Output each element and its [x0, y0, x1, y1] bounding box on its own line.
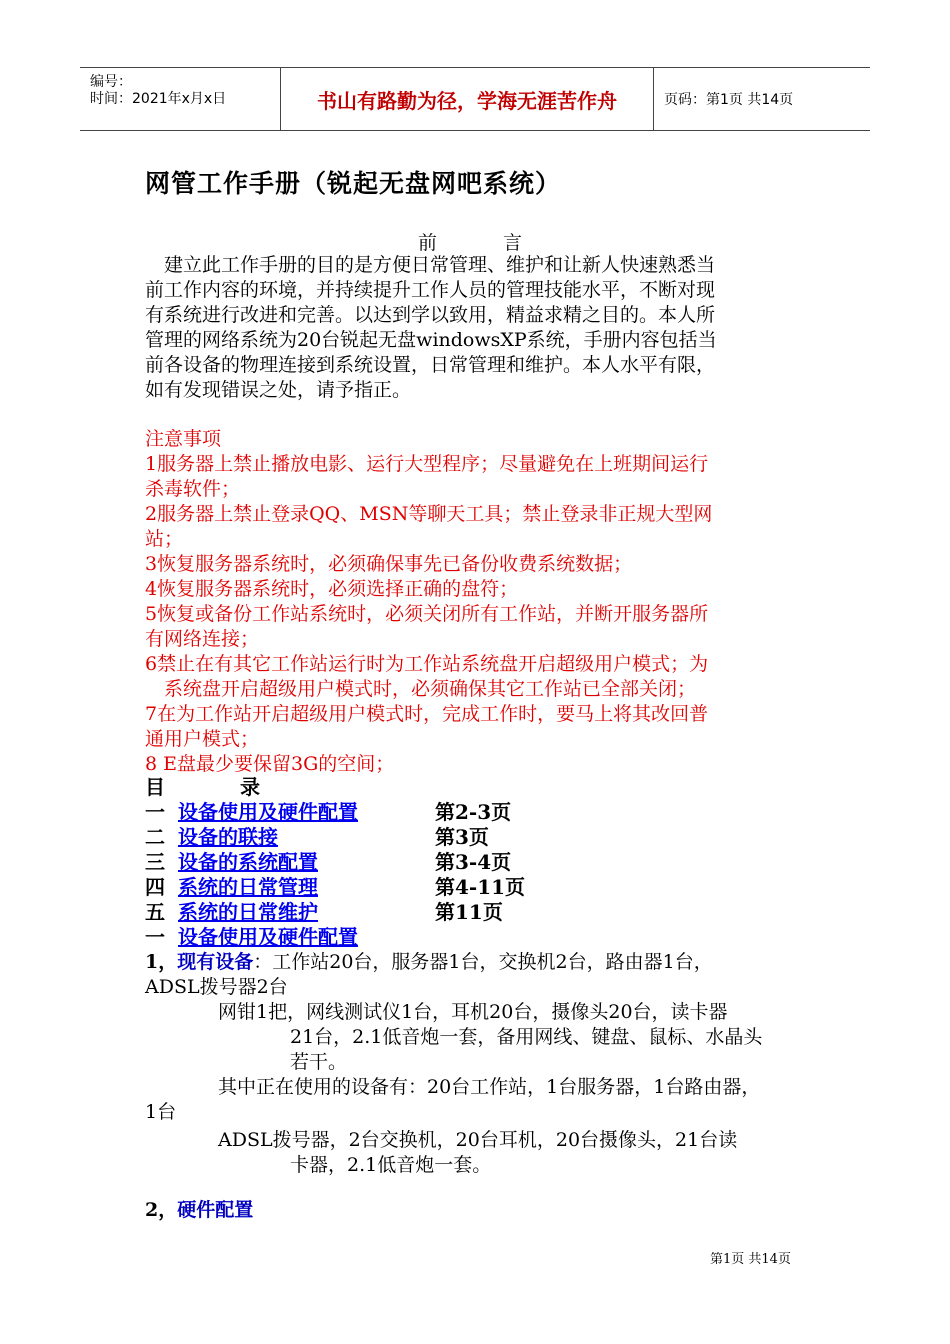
item-num: 2， [145, 1199, 178, 1221]
toc-link[interactable]: 设备使用及硬件配置 [178, 800, 358, 824]
toc-row [145, 800, 512, 825]
toc-page: 第3页 [435, 825, 489, 849]
item-label: 现有设备 [177, 951, 254, 973]
note-line: 通用户模式； [145, 728, 260, 750]
toc-num: 二 [145, 825, 165, 849]
toc-num: 五 [145, 900, 165, 924]
preface-body [145, 253, 815, 403]
note-line: 有网络连接； [145, 628, 260, 650]
toc-heading-a: 目 [145, 775, 165, 799]
inuse-line: ADSL拨号器，2台交换机，20台耳机，20台摄像头，21台读 [218, 1129, 738, 1151]
preface-line: 管理的网络系统为20台锐起无盘windowsXP系统，手册内容包括当 [145, 329, 717, 351]
equip-line: 21台，2.1低音炮一套，备用网线、键盘、鼠标、水晶头 [290, 1026, 763, 1048]
note-line: 7在为工作站开启超级用户模式时，完成工作时，要马上将其改回普 [145, 703, 709, 725]
toc-heading-b: 录 [240, 775, 260, 799]
toc-link[interactable]: 设备的联接 [178, 825, 278, 849]
note-line: 3恢复服务器系统时，必须确保事先已备份收费系统数据； [145, 553, 633, 575]
inuse-line: 其中正在使用的设备有：20台工作站，1台服务器，1台路由器， [218, 1076, 761, 1098]
toc-num: 四 [145, 875, 165, 899]
toc-heading [145, 775, 260, 800]
toc-page: 第4-11页 [435, 875, 526, 899]
toc-num: 一 [145, 800, 165, 824]
toc-page: 第11页 [435, 900, 503, 924]
inuse-line: 卡器，2.1低音炮一套。 [290, 1154, 492, 1176]
equip-line: 网钳1把，网线测试仪1台，耳机20台，摄像头20台，读卡器 [218, 1001, 728, 1023]
header-divider [653, 68, 654, 130]
note-line: 6禁止在有其它工作站运行时为工作站系统盘开启超级用户模式；为 [145, 653, 709, 675]
number-label: 编号： [90, 74, 132, 90]
notes-section [145, 427, 815, 777]
toc-link[interactable]: 设备的系统配置 [178, 850, 318, 874]
toc-num: 三 [145, 850, 165, 874]
toc-row [145, 875, 526, 900]
header-motto: 书山有路勤为径，学海无涯苦作舟 [317, 88, 617, 113]
toc-row [145, 825, 489, 850]
equipment-paragraph [145, 950, 815, 1000]
note-line: 站； [145, 528, 184, 550]
toc-page: 第2-3页 [435, 800, 512, 824]
toc-link[interactable]: 系统的日常管理 [178, 875, 318, 899]
document-title: 网管工作手册（锐起无盘网吧系统） [145, 169, 562, 198]
section-heading [145, 925, 358, 950]
preface-line: 前工作内容的环境，并持续提升工作人员的管理技能水平，不断对现 [145, 279, 716, 301]
inuse-line: 1台 [145, 1101, 177, 1123]
item-text: ：工作站20台，服务器1台，交换机2台，路由器1台， [253, 951, 713, 973]
preface-line: 建立此工作手册的目的是方便日常管理、维护和让新人快速熟悉当 [145, 254, 716, 276]
hardware-heading [145, 1198, 815, 1223]
header-page-info: 页码：第1页 共14页 [664, 92, 794, 108]
item-num: 1， [145, 951, 178, 973]
notes-heading: 注意事项 [145, 428, 222, 450]
preface-heading-b: 言 [503, 232, 523, 254]
note-line: 系统盘开启超级用户模式时，必须确保其它工作站已全部关闭； [145, 678, 697, 700]
page-header [80, 67, 870, 131]
preface-line: 如有发现错误之处，请予指正。 [145, 379, 412, 401]
note-line: 杀毒软件； [145, 478, 241, 500]
note-line: 5恢复或备份工作站系统时，必须关闭所有工作站，并断开服务器所 [145, 603, 709, 625]
section-heading-link[interactable]: 设备使用及硬件配置 [178, 925, 358, 949]
inuse-paragraph [145, 1075, 815, 1178]
note-line: 4恢复服务器系统时，必须选择正确的盘符； [145, 578, 519, 600]
preface-heading [418, 228, 522, 255]
preface-heading-a: 前 [418, 232, 438, 254]
item-label: 硬件配置 [177, 1199, 254, 1221]
note-line: 1服务器上禁止播放电影、运行大型程序；尽量避免在上班期间运行 [145, 453, 709, 475]
equipment-list [218, 1000, 888, 1075]
note-line: 8 E盘最少要保留3G的空间； [145, 753, 395, 775]
item-text-cont: ADSL拨号器2台 [145, 976, 288, 998]
time-label: 时间：2021年x月x日 [90, 91, 227, 107]
toc-row [145, 850, 512, 875]
section-num: 一 [145, 925, 165, 949]
toc-link[interactable]: 系统的日常维护 [178, 900, 318, 924]
toc-page: 第3-4页 [435, 850, 512, 874]
toc-row [145, 900, 503, 925]
note-line: 2服务器上禁止登录QQ、MSN等聊天工具；禁止登录非正规大型网 [145, 503, 713, 525]
preface-line: 有系统进行改进和完善。以达到学以致用，精益求精之目的。本人所 [145, 304, 716, 326]
preface-line: 前各设备的物理连接到系统设置，日常管理和维护。本人水平有限， [145, 354, 716, 376]
page-footer: 第1页 共14页 [710, 1252, 791, 1267]
equip-line: 若干。 [290, 1051, 348, 1073]
header-meta [80, 68, 280, 130]
